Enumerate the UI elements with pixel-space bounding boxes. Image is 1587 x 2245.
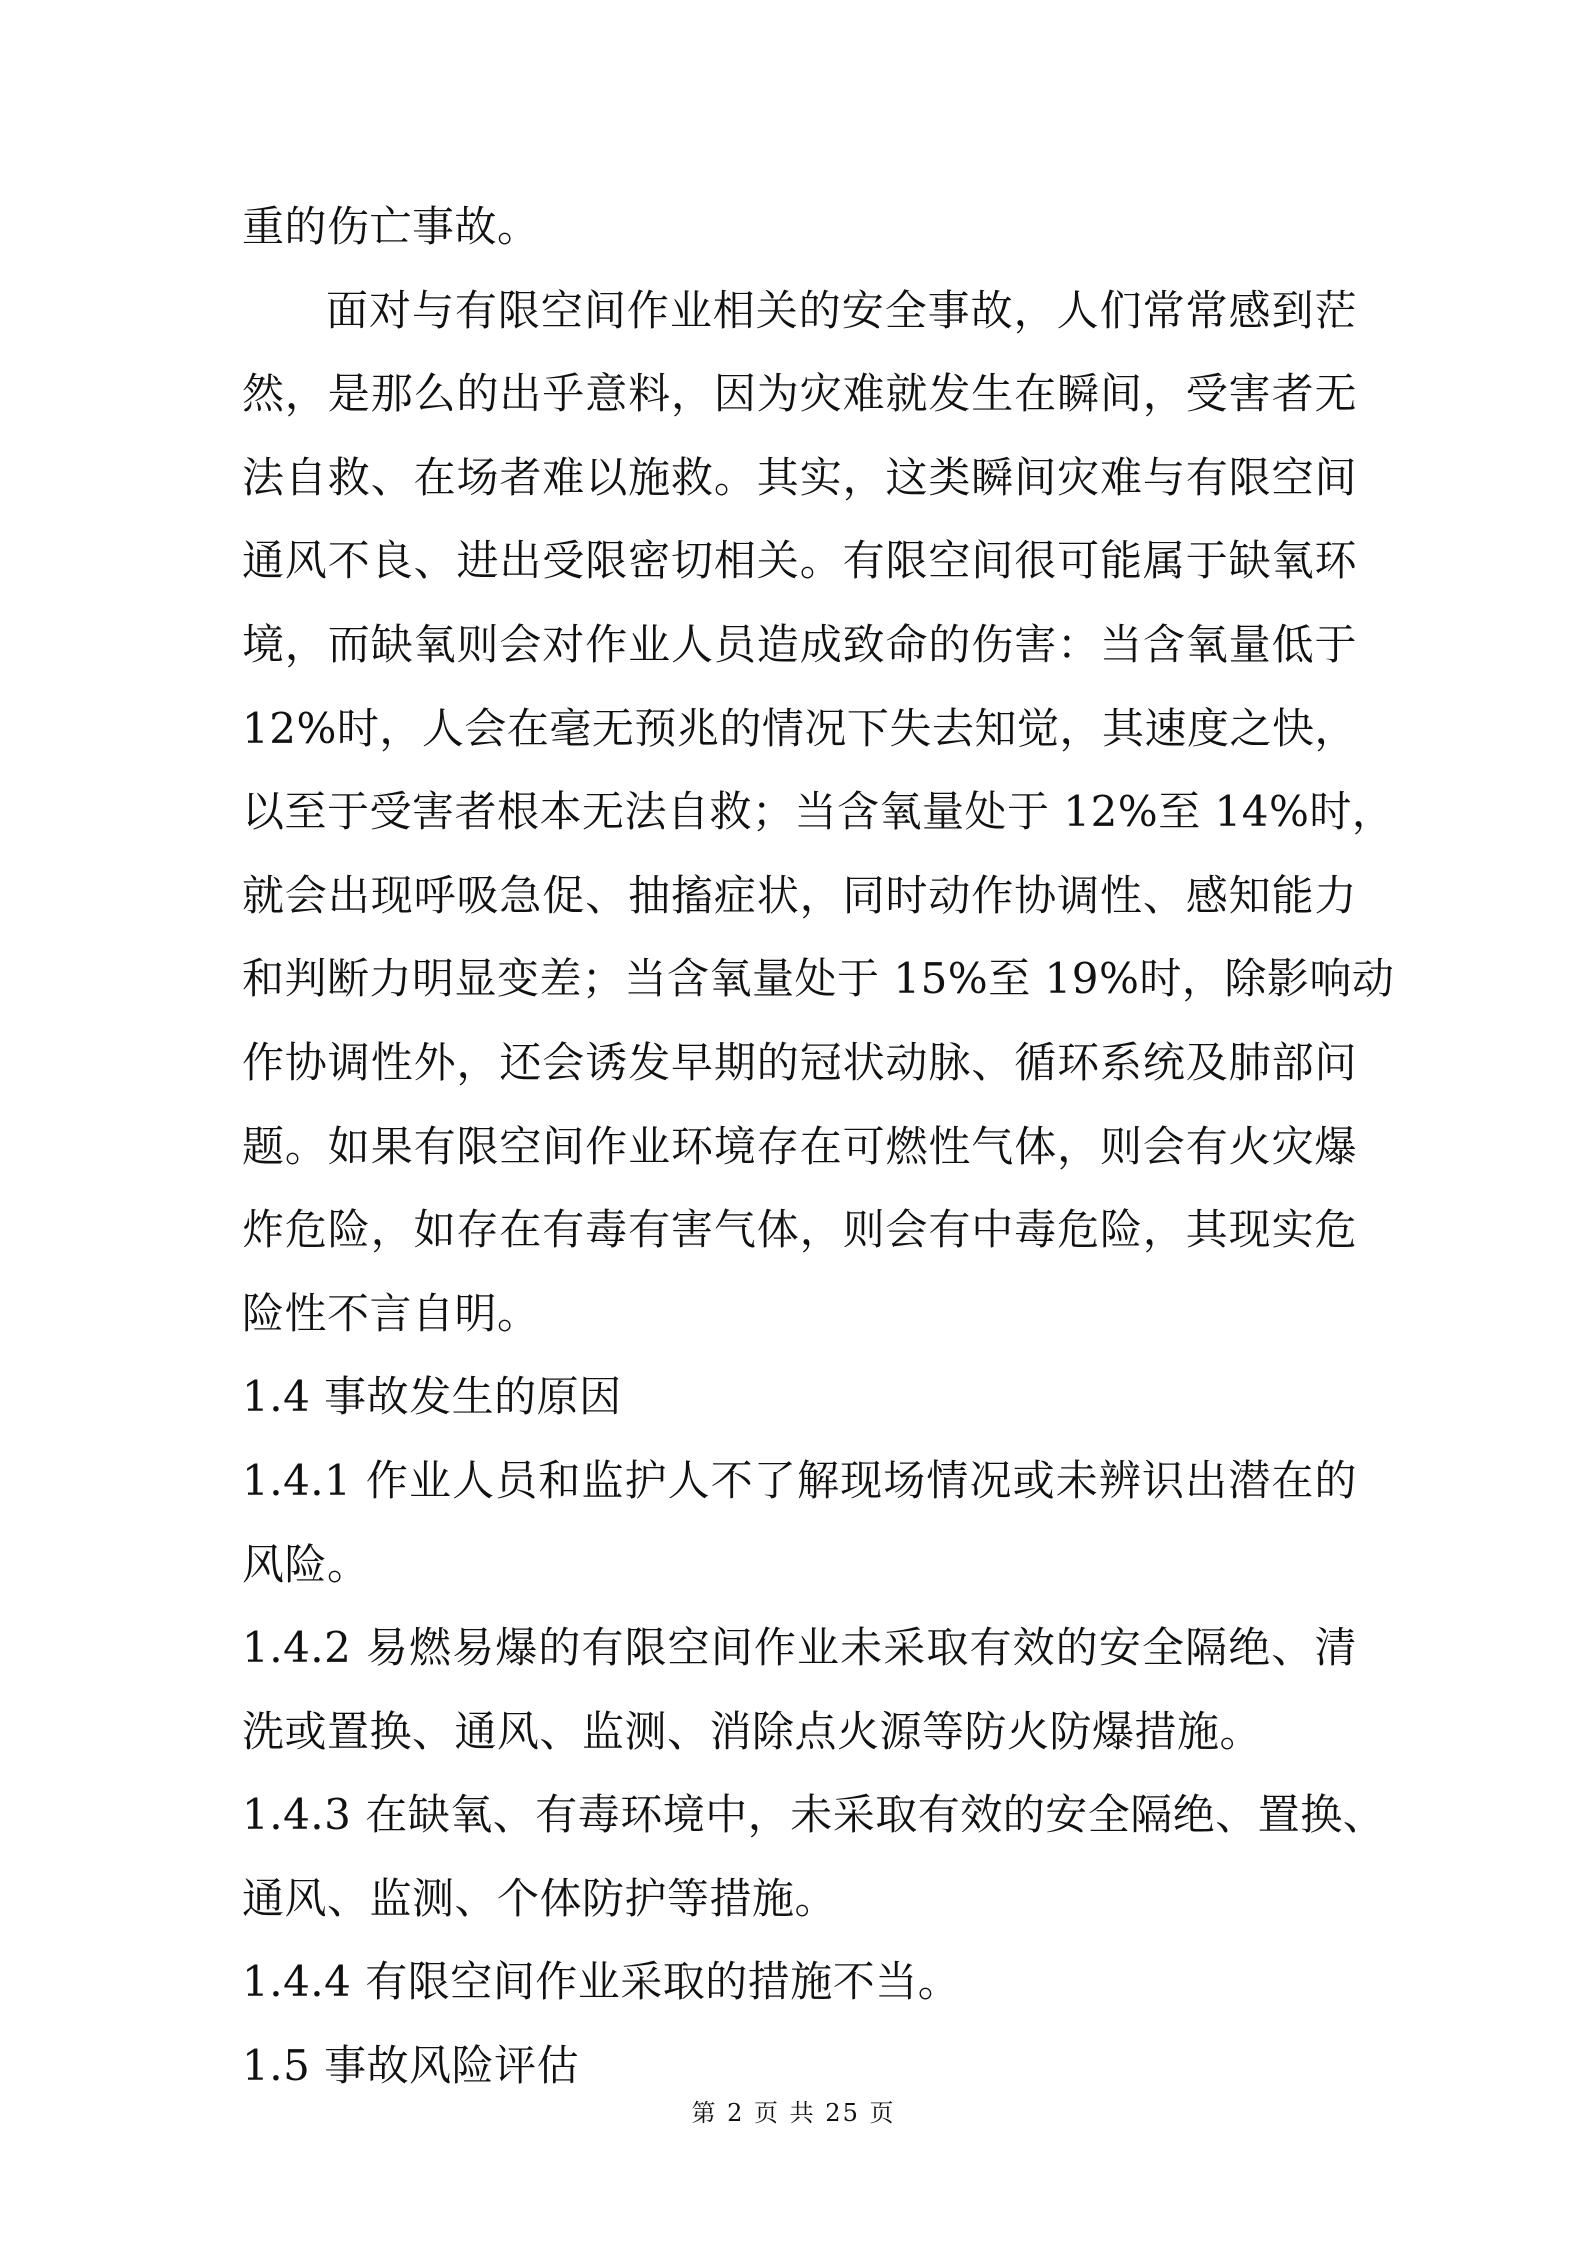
paragraph-line: 以至于受害者根本无法自救；当含氧量处于 12%至 14%时， xyxy=(242,787,1395,837)
subsection-line: 通风、监测、个体防护等措施。 xyxy=(242,1873,838,1923)
subsection-line: 1.4.1 作业人员和监护人不了解现场情况或未辨识出潜在的 xyxy=(242,1455,1357,1505)
subsection-line: 1.4.3 在缺氧、有毒环境中，未采取有效的安全隔绝、置换、 xyxy=(242,1790,1386,1840)
paragraph-line: 和判断力明显变差；当含氧量处于 15%至 19%时，除影响动 xyxy=(242,954,1395,1004)
paragraph-line: 险性不言自明。 xyxy=(242,1288,540,1338)
subsection-line: 1.4.4 有限空间作业采取的措施不当。 xyxy=(242,1957,961,2007)
paragraph-line: 面对与有限空间作业相关的安全事故，人们常常感到茫 xyxy=(326,285,1357,335)
paragraph-line: 题。如果有限空间作业环境存在可燃性气体，则会有火灾爆 xyxy=(242,1121,1357,1171)
subsection-line: 洗或置换、通风、监测、消除点火源等防火防爆措施。 xyxy=(242,1706,1263,1756)
paragraph-line: 重的伤亡事故。 xyxy=(242,202,540,251)
subsection-line: 风险。 xyxy=(242,1539,370,1589)
paragraph-line: 12%时，人会在毫无预兆的情况下失去知觉，其速度之快， xyxy=(242,703,1357,753)
page-number-footer: 第 2 页 共 25 页 xyxy=(691,2099,896,2127)
section-heading: 1.5 事故风险评估 xyxy=(242,2041,580,2091)
paragraph-line: 然，是那么的出乎意料，因为灾难就发生在瞬间，受害者无 xyxy=(242,369,1357,419)
paragraph-line: 通风不良、进出受限密切相关。有限空间很可能属于缺氧环 xyxy=(242,536,1357,586)
subsection-line: 1.4.2 易燃易爆的有限空间作业未采取有效的安全隔绝、清 xyxy=(242,1623,1357,1673)
paragraph-line: 作协调性外，还会诱发早期的冠状动脉、循环系统及肺部问 xyxy=(242,1037,1357,1087)
body-text xyxy=(242,185,1395,2108)
paragraph-line: 就会出现呼吸急促、抽搐症状，同时动作协调性、感知能力 xyxy=(242,870,1357,920)
paragraph-line: 炸危险，如存在有毒有害气体，则会有中毒危险，其现实危 xyxy=(242,1205,1357,1255)
paragraph-line: 境，而缺氧则会对作业人员造成致命的伤害：当含氧量低于 xyxy=(242,619,1357,669)
section-heading: 1.4 事故发生的原因 xyxy=(242,1372,622,1422)
paragraph-line: 法自救、在场者难以施救。其实，这类瞬间灾难与有限空间 xyxy=(242,452,1357,502)
